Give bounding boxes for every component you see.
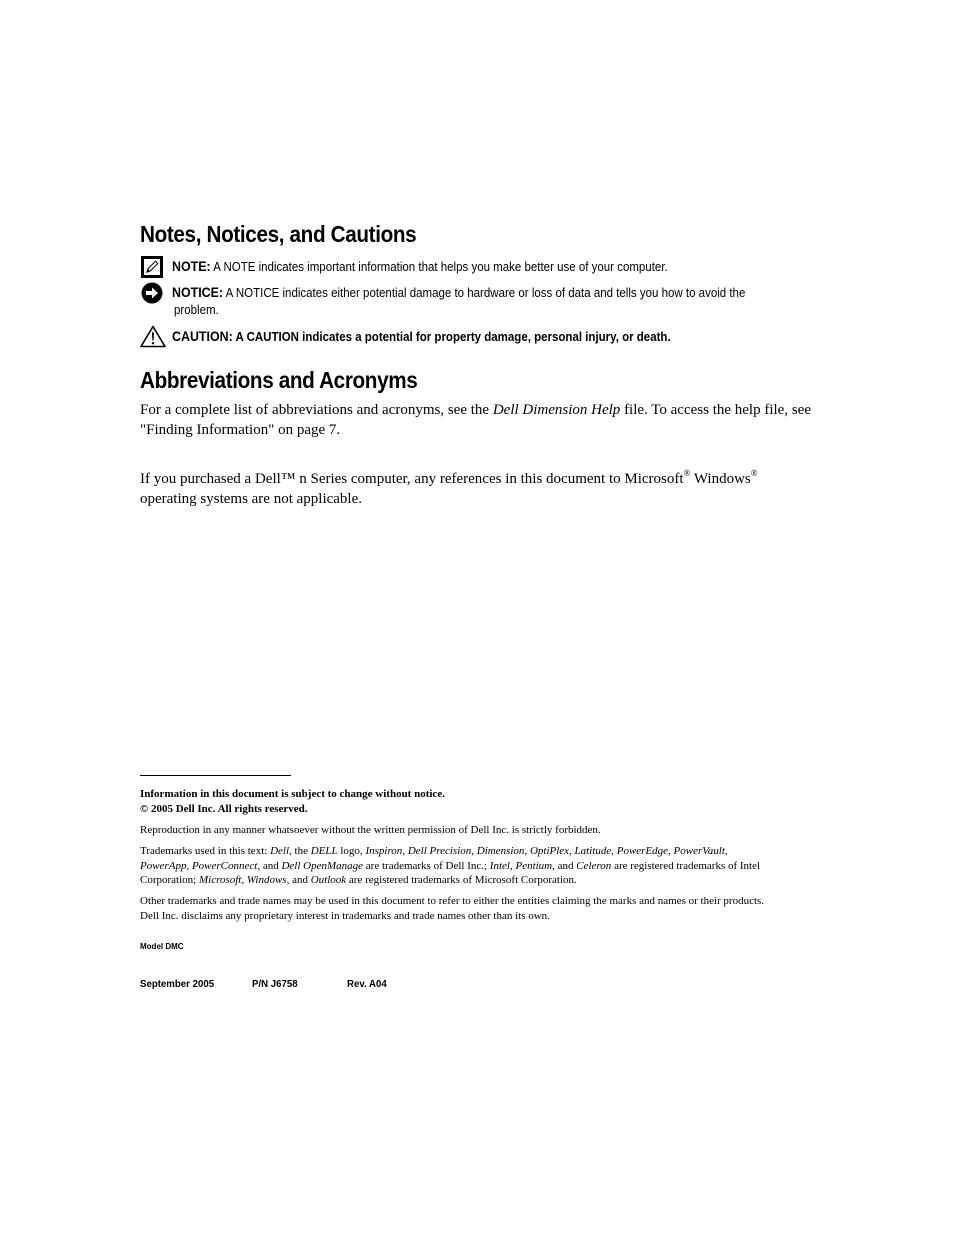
note-text: A NOTE indicates important information that helps you make better use of your computer. [213, 260, 668, 274]
part-number: P/N J6758 [252, 978, 298, 990]
trademarks-paragraph: Trademarks used in this text: Dell, the DELL logo, Inspiron, Dell Precision, Dimension, OptiPlex, Latitude, PowerEdge, PowerVault, PowerApp, PowerConnect, and Dell OpenManage are trademarks of Dell Inc.; Intel, Pentium, and Celeron are registered trademarks of Intel Corporation; Microsoft, Windows, and Outlook are registered trademarks of Microsoft Corporation. [140, 845, 761, 886]
note-label: NOTE: [172, 259, 211, 274]
change-notice: Information in this document is subject to change without notice. © 2005 Dell Inc. All rights reserved. [140, 788, 445, 815]
caution-label: CAUTION: [172, 329, 233, 344]
reproduction-notice: Reproduction in any manner whatsoever without the written permission of Dell Inc. is strictly forbidden. [140, 824, 601, 836]
caution-triangle-icon [140, 325, 166, 348]
note-line [172, 259, 668, 274]
revision: Rev. A04 [347, 978, 387, 990]
page-heading-abbreviations: Abbreviations and Acronyms [140, 367, 418, 393]
other-trademarks-paragraph: Other trademarks and trade names may be used in this document to refer to either the entities claiming the marks and names or their products. Dell Inc. disclaims any proprietary interest in trademarks and trade names other than its own. [140, 895, 765, 922]
abbreviations-paragraph: For a complete list of abbreviations and acronyms, see the Dell Dimension Help file. To access the help file, see "Finding Information" on page 7. [140, 401, 860, 440]
notice-label: NOTICE: [172, 285, 224, 300]
finding-information-reference: "Finding Information" on page 7. [140, 421, 341, 438]
notice-line-1 [172, 285, 745, 300]
model-number: Model DMC [140, 942, 184, 951]
notice-text-line1: A NOTICE indicates either potential damage to hardware or loss of data and tells you how to avoid the [225, 286, 746, 300]
copyright: © 2005 Dell Inc. All rights reserved. [140, 802, 308, 815]
print-date: September 2005 [140, 978, 215, 990]
pencil-icon [141, 256, 163, 278]
caution-line [172, 329, 671, 344]
n-series-paragraph: If you purchased a Dell™ n Series computer, any references in this document to Microsoft® Windows® operating systems are not applicable. [140, 468, 758, 507]
caution-text: A CAUTION indicates a potential for property damage, personal injury, or death. [235, 330, 671, 344]
dell-dimension-help-title: Dell Dimension Help [492, 402, 621, 418]
page-heading-notes: Notes, Notices, and Cautions [140, 221, 417, 247]
footer-divider [140, 775, 291, 776]
notice-text-line2: problem. [174, 303, 219, 317]
notice-arrow-icon [141, 282, 163, 304]
